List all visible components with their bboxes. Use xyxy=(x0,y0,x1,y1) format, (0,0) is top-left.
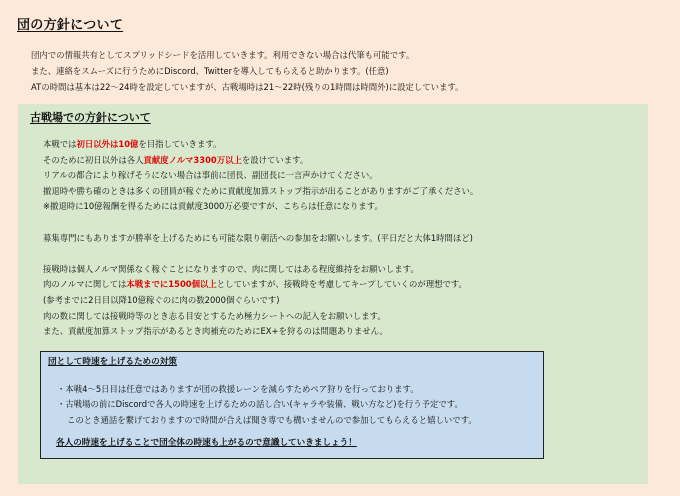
policy-line: 撤退時や勝ち確のときは多くの団員が稼ぐために貢献度加算ストップ指示が出ることがありますがご了承ください。 xyxy=(43,185,479,196)
text: 肉のノルマに関しては xyxy=(43,279,127,290)
policy-line: リアルの都合により稼げそうにない場合は事前に団長、副団長に一言声かけてください。 xyxy=(43,170,378,181)
spacer xyxy=(43,215,478,231)
strategy-line: ・本戦4～5日目は任意ではありますが団の救援レーンを減らすためペア狩りを行っております。 xyxy=(57,384,419,394)
intro-section xyxy=(31,47,464,95)
text: そのために初日以外は各人 xyxy=(43,154,144,165)
strategy-line: このとき通話を繋げておりますので時間が合えば聞き専でも構いませんので参加してもらえると嬉しいです。 xyxy=(67,414,477,425)
speed-strategy-box xyxy=(40,351,544,459)
kosenjo-policy-title: 古戦場での方針について xyxy=(30,111,151,124)
policy-line xyxy=(43,153,478,169)
policy-line: また、貢献度加算ストップ指示があるとき肉補充のためにEX+を狩るのは問題ありません。 xyxy=(43,326,388,337)
policy-line: 募集専門にもありますが勝率を上げるためにも可能な限り朝活への参加をお願いします。(平日だと大体1時間ほど) xyxy=(43,232,473,243)
policy-line: 接戦時は個人ノルマ関係なく稼ぐことになりますので、肉に関してはある程度維持をお願いします。 xyxy=(43,263,419,274)
page-title: 団の方針について xyxy=(17,18,124,33)
kosenjo-policy-text xyxy=(43,137,478,340)
highlight-text: 初日以外は10億 xyxy=(76,139,139,149)
text: 本戦では xyxy=(43,139,77,149)
speed-strategy-emphasis: 各人の時速を上げることで団全体の時速も上がるので意識していきましょう！ xyxy=(56,438,357,448)
policy-line: 肉の数に関しては接戦時等のとき志る目安とするため極力シートへの記入をお願いします。 xyxy=(43,310,386,321)
policy-line xyxy=(43,137,478,153)
strategy-line: ・古戦場の前にDiscordで各人の時速を上げるための話し合い(キャラや装備、戦い方など)を行う予定です。 xyxy=(57,399,463,410)
speed-strategy-title: 団として時速を上げるための対策 xyxy=(48,357,177,367)
speed-strategy-text xyxy=(57,382,477,428)
policy-line: ※撤退時に10億報酬を得るためには貢献度3000万必要ですが、こちらは任意になります。 xyxy=(43,201,383,212)
policy-line: (参考までに2日目以降10億稼ぐのに肉の数2000個ぐらいです) xyxy=(43,294,280,305)
text: としていますが、接戦時を考慮してキープしていくのが理想です。 xyxy=(216,279,467,290)
intro-line-1: 団内での情報共有としてスプリッドシードを活用していきます。利用できない場合は代筆も可能です。 xyxy=(31,50,415,60)
policy-line xyxy=(43,277,478,293)
text: を目指していきます。 xyxy=(138,139,222,149)
intro-line-3: ATの時間は基本は22～24時を設定していますが、古戦場時は21～22時(残りの1時間は時間外)に設定しています。 xyxy=(31,82,464,92)
highlight-text: 貢献度ノルマ3300万以上 xyxy=(143,154,242,165)
text: を設けています。 xyxy=(241,154,309,165)
highlight-text: 本戦までに1500個以上 xyxy=(126,279,217,290)
spacer xyxy=(43,246,478,262)
kosenjo-policy-panel xyxy=(18,104,648,484)
intro-line-2: また、連絡をスムーズに行うためにDiscord、Twitterを導入してもらえると助かります。(任意) xyxy=(31,66,389,76)
